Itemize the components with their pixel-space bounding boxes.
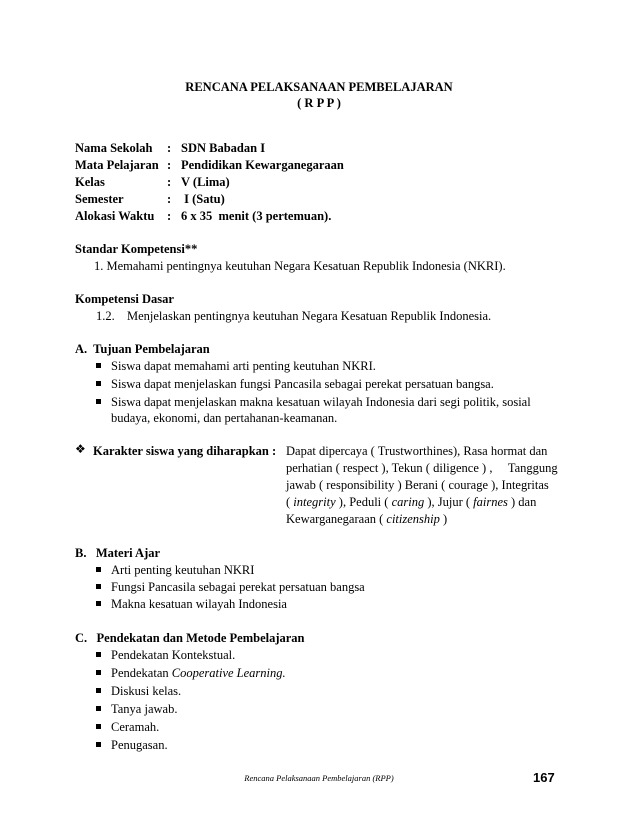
identity-label: Alokasi Waktu — [75, 209, 155, 223]
kompetensi-heading: Kompetensi Dasar — [75, 292, 174, 306]
bullet-icon — [96, 567, 101, 572]
identity-sep: : — [167, 175, 172, 189]
bullet-icon — [96, 688, 101, 693]
bullet-icon — [96, 381, 101, 386]
bullet-icon — [96, 601, 101, 606]
standar-item: 1. Memahami pentingnya keutuhan Negara Kesatuan Republik Indonesia (NKRI). — [94, 259, 506, 273]
tujuan-item: Siswa dapat menjelaskan makna kesatuan wilayah Indonesia dari segi politik, sosial — [111, 395, 531, 409]
page-subtitle: ( R P P ) — [297, 96, 341, 110]
metode-item: Pendekatan Cooperative Learning. — [111, 666, 286, 680]
metode-heading: C. Pendekatan dan Metode Pembelajaran — [75, 631, 305, 645]
identity-value: I (Satu) — [181, 192, 225, 206]
identity-value: Pendidikan Kewarganegaraan — [181, 158, 344, 172]
bullet-icon — [96, 652, 101, 657]
identity-label: Nama Sekolah — [75, 141, 153, 155]
kompetensi-number: 1.2. — [96, 309, 115, 323]
identity-value: V (Lima) — [181, 175, 230, 189]
identity-sep: : — [167, 209, 172, 223]
bullet-icon — [96, 670, 101, 675]
metode-item: Tanya jawab. — [111, 702, 178, 716]
standar-heading: Standar Kompetensi** — [75, 242, 198, 256]
bullet-icon — [96, 399, 101, 404]
metode-item: Penugasan. — [111, 738, 168, 752]
identity-sep: : — [167, 158, 172, 172]
tujuan-item-continuation: budaya, ekonomi, dan pertahanan-keamanan. — [111, 411, 338, 425]
bullet-icon — [96, 584, 101, 589]
identity-label: Semester — [75, 192, 124, 206]
materi-heading: B. Materi Ajar — [75, 546, 161, 560]
bullet-icon — [96, 706, 101, 711]
identity-label: Mata Pelajaran — [75, 158, 159, 172]
page-title: RENCANA PELAKSANAAN PEMBELAJARAN — [185, 80, 453, 94]
karakter-line: Dapat dipercaya ( Trustworthines), Rasa hormat dan — [286, 444, 548, 458]
metode-item: Ceramah. — [111, 720, 160, 734]
metode-item: Diskusi kelas. — [111, 684, 182, 698]
bullet-icon — [96, 742, 101, 747]
materi-item: Makna kesatuan wilayah Indonesia — [111, 597, 287, 611]
identity-value: 6 x 35 menit (3 pertemuan). — [181, 209, 332, 223]
karakter-label: Karakter siswa yang diharapkan : — [93, 444, 277, 458]
bullet-icon — [96, 724, 101, 729]
identity-value: SDN Babadan I — [181, 141, 266, 155]
tujuan-item: Siswa dapat menjelaskan fungsi Pancasila sebagai perekat persatuan bangsa. — [111, 377, 494, 391]
tujuan-item: Siswa dapat memahami arti penting keutuhan NKRI. — [111, 359, 376, 373]
kompetensi-item: Menjelaskan pentingnya keutuhan Negara Kesatuan Republik Indonesia. — [127, 309, 492, 323]
materi-item: Fungsi Pancasila sebagai perekat persatuan bangsa — [111, 580, 365, 594]
karakter-line: jawab ( responsibility ) Berani ( courage ), Integritas — [286, 478, 549, 492]
tujuan-heading: A. Tujuan Pembelajaran — [75, 342, 210, 356]
identity-label: Kelas — [75, 175, 105, 189]
karakter-line: Kewarganegaraan ( citizenship ) — [286, 512, 448, 526]
diamond-bullet-icon: ❖ — [75, 442, 86, 456]
karakter-line: perhatian ( respect ), Tekun ( diligence ) , Tanggung — [286, 461, 558, 475]
bullet-icon — [96, 363, 101, 368]
karakter-line: ( integrity ), Peduli ( caring ), Jujur ( fairnes ) dan — [286, 495, 537, 509]
materi-item: Arti penting keutuhan NKRI — [111, 563, 255, 577]
identity-sep: : — [167, 141, 172, 155]
identity-sep: : — [167, 192, 172, 206]
footer-text: Rencana Pelaksanaan Pembelajaran (RPP) — [244, 773, 394, 783]
metode-item: Pendekatan Kontekstual. — [111, 648, 236, 662]
page-number: 167 — [533, 770, 555, 785]
